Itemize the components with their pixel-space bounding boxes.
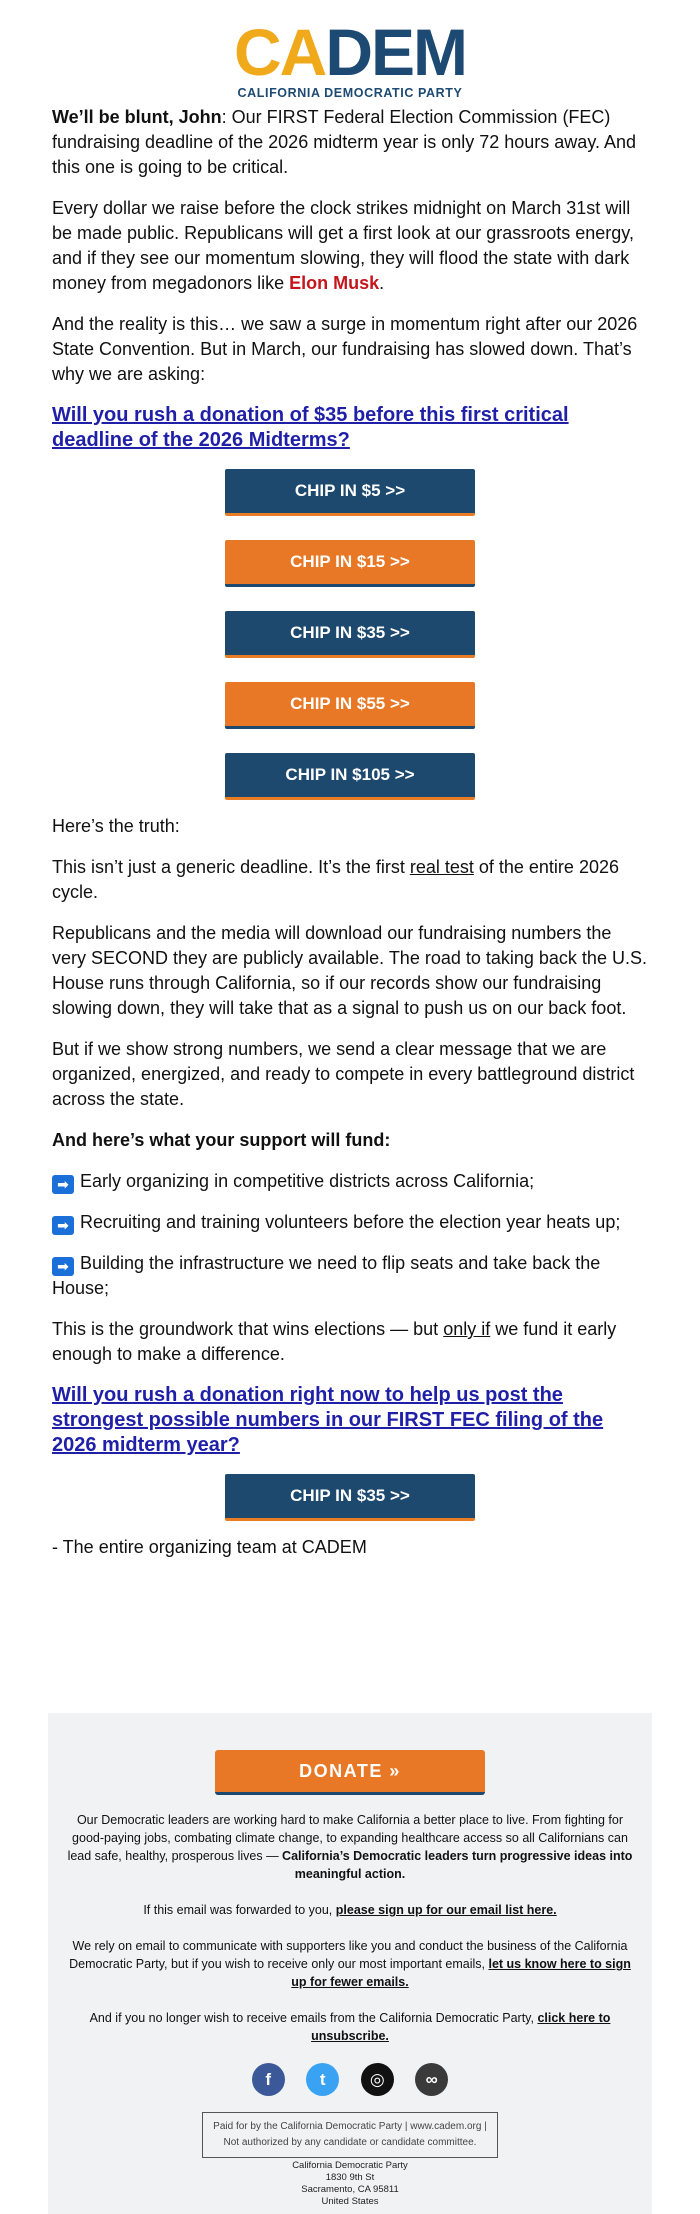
chip-in-35-wrap [52,611,648,658]
media-paragraph: Republicans and the media will download our fundraising numbers the very SECOND they are publicly available. The road to taking back the U.S. House runs through California, so if our records show our fundraising slowing down, they will take that as a signal to push us on our back foot. [52,923,647,1018]
donate-button[interactable]: DONATE » [215,1750,485,1795]
groundwork-before: This is the groundwork that wins elections — but [52,1319,444,1339]
footer-about-bold: California’s Democratic leaders turn progressive ideas into meaningful action. [282,1849,633,1881]
fund-heading-text: And here’s what your support will fund: [52,1130,391,1150]
unsubscribe-link[interactable]: click here to unsubscribe. [311,2011,611,2043]
bullet-item [52,1210,648,1235]
arrow-right-icon: ➡ [52,1175,74,1194]
mailing-address [60,2160,640,2208]
twitter-icon[interactable]: t [306,2063,339,2096]
chip-in-15-button[interactable]: CHIP IN $15 >> [225,540,475,587]
bullet-item [52,1169,648,1194]
address-street: 1830 9th St [325,2172,375,2183]
address-org: California Democratic Party [292,2160,408,2171]
signup-link[interactable]: please sign up for our email list here. [335,1903,557,1917]
footer-about [60,1811,640,1883]
bullet-text: Recruiting and training volunteers before the election year heats up; [80,1212,621,1232]
footer-forwarded-text: If this email was forwarded to you, [143,1903,336,1917]
chip-in-35-final-wrap [52,1474,648,1521]
donation-ask-link-1[interactable]: Will you rush a donation of $35 before this first critical deadline of the 2026 Midterms? [52,404,569,451]
groundwork-underline: only if [443,1319,491,1339]
header [0,0,700,105]
not-authorized-line: Not authorized by any candidate or candidate committee. [223,2137,477,2148]
chip-in-35-button[interactable]: CHIP IN $35 >> [225,611,475,658]
real-test-paragraph [52,855,648,905]
cadem-logo[interactable] [234,15,466,100]
chip-in-55-wrap [52,682,648,729]
arrow-right-icon: ➡ [52,1257,74,1276]
message-content [0,105,700,1560]
groundwork-paragraph [52,1317,648,1367]
deadline-text: Every dollar we raise before the clock strikes midnight on March 31st will be made public. Republicans will get a first look at our grassroots energy, and if they see our momentum slowing, they will flood the state with dark money from megadonors like [52,198,634,293]
logo-ca: CA [234,15,326,89]
truth-paragraph: Here’s the truth: [52,816,180,836]
real-test-underline: real test [409,857,474,877]
arrow-right-icon: ➡ [52,1216,74,1235]
paid-for-line: Paid for by the California Democratic Party | www.cadem.org | [213,2121,487,2132]
address-country: United States [321,2196,379,2207]
highlight-name: Elon Musk [289,273,380,293]
logo-wordmark [234,15,466,89]
footer-unsub-text: And if you no longer wish to receive emails from the California Democratic Party, [89,2011,538,2025]
bullet-text: Early organizing in competitive districts across California; [80,1171,535,1191]
footer-email-pref [60,1937,640,1991]
link-icon[interactable]: ∞ [415,2063,448,2096]
paid-for-disclaimer [202,2112,498,2158]
fewer-emails-link[interactable]: let us know here to sign up for fewer emails. [291,1957,631,1989]
instagram-icon[interactable]: ◎ [361,2063,394,2096]
footer-forwarded [60,1901,640,1919]
facebook-icon[interactable]: f [252,2063,285,2096]
intro-lead: We’ll be blunt, John [52,107,222,127]
deadline-end: . [379,273,385,293]
footer-unsubscribe [60,2009,640,2045]
footer-email-pref-text: We rely on email to communicate with supporters like you and conduct the business of the California Democratic Party, but if you wish to receive only our most important emails, [69,1939,628,1971]
social-links [60,2063,640,2096]
bullet-item [52,1251,648,1301]
signoff: - The entire organizing team at CADEM [52,1537,367,1557]
real-test-after: of the entire 2026 cycle. [52,857,619,902]
donation-ask-link-2[interactable]: Will you rush a donation right now to help us post the strongest possible numbers in our FIRST FEC filing of the 2026 midterm year? [52,1384,604,1456]
chip-in-5-button[interactable]: CHIP IN $5 >> [225,469,475,516]
intro-paragraph [52,105,648,180]
fund-heading [52,1128,648,1153]
reality-paragraph: And the reality is this… we saw a surge in momentum right after our 2026 State Convention. But in March, our fundraising has slowed down. That’s why we are asking: [52,314,638,384]
footer-about-text: Our Democratic leaders are working hard to make California a better place to live. From fighting for good-paying jobs, combating climate change, to expanding healthcare access so all Californians can lead safe, healthy, prosperous lives — [67,1813,628,1863]
deadline-paragraph [52,196,648,296]
strong-numbers-paragraph: But if we show strong numbers, we send a clear message that we are organized, energized, and ready to compete in every battleground district across the state. [52,1039,635,1109]
chip-in-105-wrap [52,753,648,800]
footer [48,1713,652,2214]
address-city: Sacramento, CA 95811 [301,2184,399,2195]
logo-subtitle: CALIFORNIA DEMOCRATIC PARTY [237,86,463,100]
chip-in-105-button[interactable]: CHIP IN $105 >> [225,753,475,800]
chip-in-55-button[interactable]: CHIP IN $55 >> [225,682,475,729]
chip-in-15-wrap [52,540,648,587]
chip-in-5-wrap [52,469,648,516]
chip-in-35-final-button[interactable]: CHIP IN $35 >> [225,1474,475,1521]
real-test-before: This isn’t just a generic deadline. It’s the first [52,857,410,877]
intro-text: : Our FIRST Federal Election Commission (FEC) fundraising deadline of the 2026 midterm year is only 72 hours away. And this one is going to be critical. [52,107,637,177]
logo-dem: DEM [325,15,466,89]
groundwork-after: we fund it early enough to make a difference. [52,1319,617,1364]
bullet-text: Building the infrastructure we need to flip seats and take back the House; [52,1253,601,1298]
